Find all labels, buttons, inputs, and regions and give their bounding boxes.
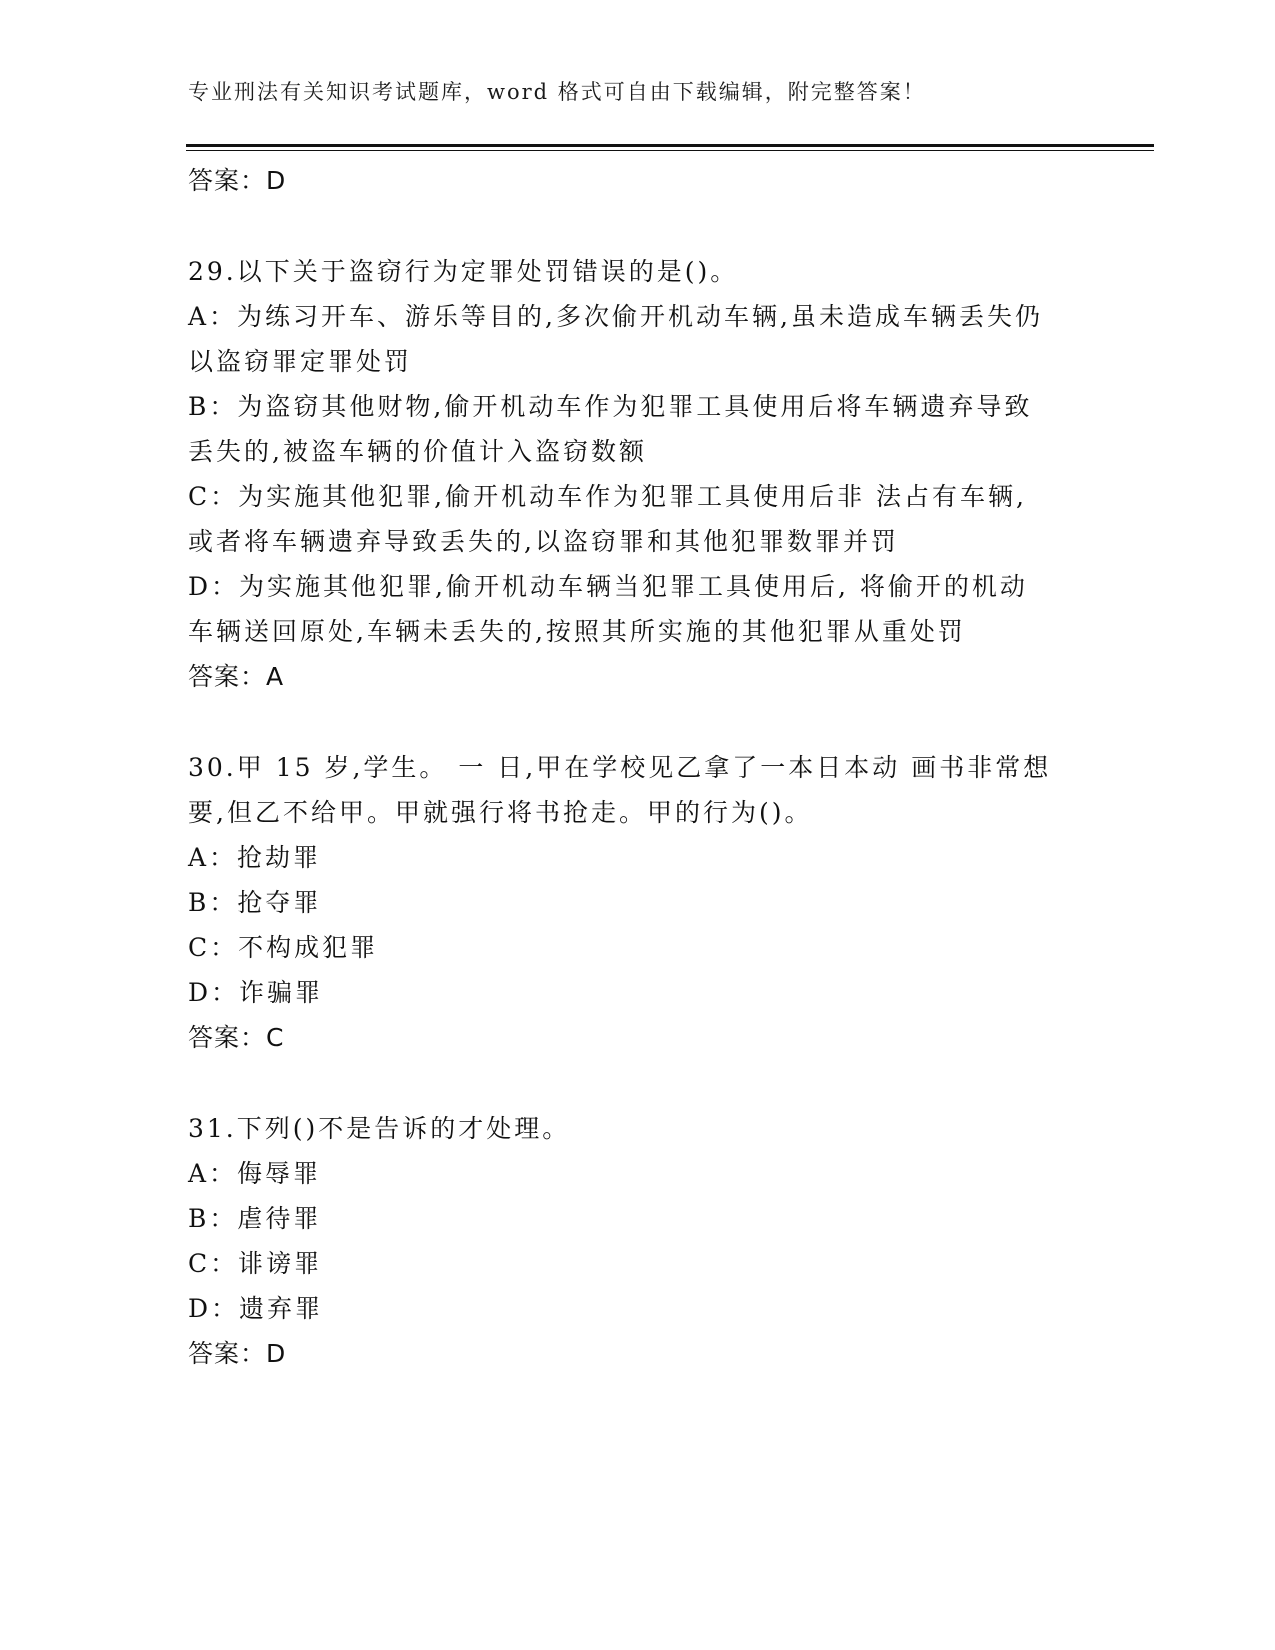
option-d: D：诈骗罪 [188, 978, 324, 1007]
spacer [188, 1060, 1088, 1106]
question-30 [188, 745, 1088, 1060]
header-rule-thin [186, 150, 1154, 151]
question-stem: 31.下列()不是告诉的才处理。 [188, 1114, 571, 1143]
option-a: A：侮辱罪 [188, 1159, 322, 1188]
question-stem-cont: 要,但乙不给甲。甲就强行将书抢走。甲的行为()。 [188, 798, 813, 827]
option-c: C：为实施其他犯罪,偷开机动车作为犯罪工具使用后非 法占有车辆, [188, 482, 1027, 511]
option-b: B：抢夺罪 [188, 888, 322, 917]
spacer [188, 699, 1088, 745]
header-rule-thick [186, 144, 1154, 147]
document-body [188, 158, 1088, 1376]
option-c: C：不构成犯罪 [188, 933, 379, 962]
answer: 答案：D [188, 1339, 287, 1368]
question-31 [188, 1106, 1088, 1376]
answer-previous: 答案：D [188, 166, 287, 195]
answer: 答案：A [188, 662, 285, 691]
option-a-cont: 以盗窃罪定罪处罚 [188, 347, 413, 376]
question-29 [188, 249, 1088, 699]
option-d: D：为实施其他犯罪,偷开机动车辆当犯罪工具使用后, 将偷开的机动 [188, 572, 1028, 601]
question-stem: 30.甲 15 岁,学生。 一 日,甲在学校见乙拿了一本日本动 画书非常想 [188, 753, 1052, 782]
spacer [188, 203, 1088, 249]
option-a: A：抢劫罪 [188, 843, 322, 872]
option-c-cont: 或者将车辆遗弃导致丢失的,以盗窃罪和其他犯罪数罪并罚 [188, 527, 899, 556]
option-b: B：虐待罪 [188, 1204, 322, 1233]
page-header: 专业刑法有关知识考试题库，word 格式可自由下载编辑，附完整答案！ [188, 80, 926, 104]
option-d-cont: 车辆送回原处,车辆未丢失的,按照其所实施的其他犯罪从重处罚 [188, 617, 966, 646]
option-a: A：为练习开车、游乐等目的,多次偷开机动车辆,虽未造成车辆丢失仍 [188, 302, 1043, 331]
option-d: D：遗弃罪 [188, 1294, 324, 1323]
option-c: C：诽谤罪 [188, 1249, 323, 1278]
option-b-cont: 丢失的,被盗车辆的价值计入盗窃数额 [188, 437, 647, 466]
option-b: B：为盗窃其他财物,偷开机动车作为犯罪工具使用后将车辆遗弃导致 [188, 392, 1033, 421]
answer: 答案：C [188, 1023, 285, 1052]
question-stem: 29.以下关于盗窃行为定罪处罚错误的是()。 [188, 257, 739, 286]
